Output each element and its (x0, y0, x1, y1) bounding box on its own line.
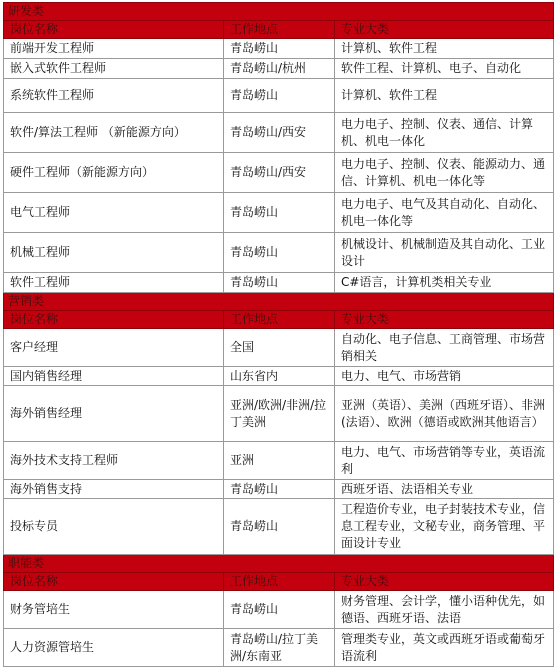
table-row (4, 629, 554, 667)
position-cell: 海外技术支持工程师 (4, 442, 224, 480)
location-cell: 亚洲 (224, 442, 335, 480)
majors-cell: 计算机、软件工程 (335, 79, 554, 113)
location-cell: 青岛崂山 (224, 480, 335, 499)
table-row (4, 367, 554, 386)
location-cell: 亚洲/欧洲/非洲/拉丁美洲 (224, 386, 335, 442)
section-title-row (4, 293, 554, 311)
majors-cell: 计算机、软件工程 (335, 39, 554, 59)
column-header-row (4, 21, 554, 39)
position-cell: 财务管培生 (4, 591, 224, 629)
table-row (4, 329, 554, 367)
majors-cell: 电力电子、控制、仪表、能源动力、通信、计算机、机电一体化等 (335, 153, 554, 193)
location-cell: 青岛崂山 (224, 273, 335, 293)
position-cell: 客户经理 (4, 329, 224, 367)
location-cell: 山东省内 (224, 367, 335, 386)
column-header-row (4, 573, 554, 591)
majors-cell: C#语言，计算机类相关专业 (335, 273, 554, 293)
table-row (4, 591, 554, 629)
table-row (4, 273, 554, 293)
position-cell: 国内销售经理 (4, 367, 224, 386)
header-location: 工作地点 (224, 21, 335, 39)
table-row (4, 193, 554, 233)
recruitment-table (3, 2, 554, 667)
header-majors: 专业大类 (335, 573, 554, 591)
location-cell: 青岛崂山 (224, 233, 335, 273)
position-cell: 系统软件工程师 (4, 79, 224, 113)
location-cell: 青岛崂山 (224, 193, 335, 233)
position-cell: 电气工程师 (4, 193, 224, 233)
position-cell: 硬件工程师（新能源方向） (4, 153, 224, 193)
header-majors: 专业大类 (335, 21, 554, 39)
location-cell: 青岛崂山/西安 (224, 113, 335, 153)
table-row (4, 386, 554, 442)
table-row (4, 113, 554, 153)
position-cell: 海外销售经理 (4, 386, 224, 442)
table-row (4, 233, 554, 273)
majors-cell: 工程造价专业，电子封装技术专业，信息工程专业，文秘专业，商务管理、平面设计专业 (335, 499, 554, 555)
position-cell: 前端开发工程师 (4, 39, 224, 59)
header-position: 岗位名称 (4, 573, 224, 591)
header-location: 工作地点 (224, 311, 335, 329)
majors-cell: 自动化、电子信息、工商管理、市场营销相关 (335, 329, 554, 367)
column-header-row (4, 311, 554, 329)
majors-cell: 电力电子、控制、仪表、通信、计算机、机电一体化 (335, 113, 554, 153)
section-title-row (4, 555, 554, 573)
majors-cell: 软件工程、计算机、电子、自动化 (335, 59, 554, 79)
position-cell: 投标专员 (4, 499, 224, 555)
location-cell: 青岛崂山 (224, 79, 335, 113)
table-row (4, 442, 554, 480)
location-cell: 青岛崂山/杭州 (224, 59, 335, 79)
location-cell: 青岛崂山 (224, 591, 335, 629)
table-row (4, 59, 554, 79)
majors-cell: 财务管理、会计学，懂小语种优先，如德语、西班牙语、法语 (335, 591, 554, 629)
majors-cell: 电力电子、电气及其自动化、自动化、机电一体化等 (335, 193, 554, 233)
position-cell: 嵌入式软件工程师 (4, 59, 224, 79)
majors-cell: 机械设计、机械制造及其自动化、工业设计 (335, 233, 554, 273)
location-cell: 青岛崂山 (224, 39, 335, 59)
location-cell: 青岛崂山 (224, 499, 335, 555)
majors-cell: 电力、电气、市场营销 (335, 367, 554, 386)
position-cell: 海外销售支持 (4, 480, 224, 499)
position-cell: 机械工程师 (4, 233, 224, 273)
section-title-row (4, 3, 554, 21)
header-position: 岗位名称 (4, 21, 224, 39)
position-cell: 软件工程师 (4, 273, 224, 293)
table-row (4, 499, 554, 555)
majors-cell: 管理类专业，英文或西班牙语或葡萄牙语流利 (335, 629, 554, 667)
majors-cell: 亚洲（英语）、美洲（西班牙语）、非洲(法语）、欧洲（德语或欧洲其他语言） (335, 386, 554, 442)
location-cell: 全国 (224, 329, 335, 367)
location-cell: 青岛崂山/西安 (224, 153, 335, 193)
table-row (4, 79, 554, 113)
header-majors: 专业大类 (335, 311, 554, 329)
section-title: 营销类 (4, 293, 554, 311)
section-title: 职能类 (4, 555, 554, 573)
table-row (4, 480, 554, 499)
majors-cell: 电力、电气、市场营销等专业，英语流利 (335, 442, 554, 480)
section-title: 研发类 (4, 3, 554, 21)
position-cell: 人力资源管培生 (4, 629, 224, 667)
table-row (4, 39, 554, 59)
table-row (4, 153, 554, 193)
majors-cell: 西班牙语、法语相关专业 (335, 480, 554, 499)
header-location: 工作地点 (224, 573, 335, 591)
location-cell: 青岛崂山/拉丁美洲/东南亚 (224, 629, 335, 667)
position-cell: 软件/算法工程师 （新能源方向） (4, 113, 224, 153)
header-position: 岗位名称 (4, 311, 224, 329)
